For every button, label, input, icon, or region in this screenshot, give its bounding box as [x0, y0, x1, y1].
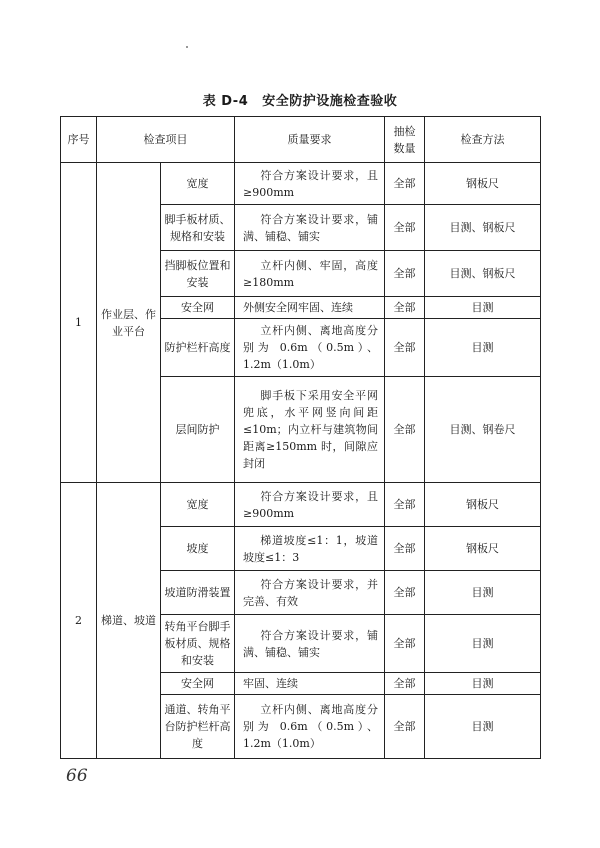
- check-method: 目测: [425, 297, 541, 319]
- sample-qty: 全部: [385, 377, 425, 483]
- check-method: 目测、钢板尺: [425, 251, 541, 297]
- page-number: 66: [66, 766, 88, 786]
- sample-qty: 全部: [385, 163, 425, 205]
- table-title: 安全防护设施检查验收: [262, 94, 398, 109]
- check-method: 目测: [425, 673, 541, 695]
- group-category: 梯道、坡道: [97, 483, 161, 759]
- check-method: 钢板尺: [425, 483, 541, 527]
- requirement: 立杆内侧、牢固，高度≥180mm: [235, 251, 385, 297]
- requirement: 脚手板下采用安全平网兜底，水平网竖向间距≤10m；内立杆与建筑物间距离≥150mm 时，间隙应封闭: [235, 377, 385, 483]
- sample-qty: 全部: [385, 571, 425, 615]
- table-caption: [60, 90, 540, 109]
- sub-item: 安全网: [161, 673, 235, 695]
- sub-item: 转角平台脚手板材质、规格和安装: [161, 615, 235, 673]
- sub-item: 坡度: [161, 527, 235, 571]
- sample-qty: 全部: [385, 527, 425, 571]
- header-sample-qty: 抽检 数量: [385, 117, 425, 163]
- check-method: 钢板尺: [425, 527, 541, 571]
- sample-qty: 全部: [385, 483, 425, 527]
- sub-item: 宽度: [161, 483, 235, 527]
- sample-qty: 全部: [385, 251, 425, 297]
- sub-item: 宽度: [161, 163, 235, 205]
- requirement: 梯道坡度≤1：1，坡道坡度≤1：3: [235, 527, 385, 571]
- table-row: [61, 163, 541, 205]
- sample-qty: 全部: [385, 615, 425, 673]
- group-seq: 1: [61, 163, 97, 483]
- requirement: 符合方案设计要求，且≥900mm: [235, 163, 385, 205]
- check-method: 钢板尺: [425, 163, 541, 205]
- sample-qty: 全部: [385, 319, 425, 377]
- requirement: 立杆内侧、离地高度分别为 0.6m（0.5m）、1.2m（1.0m）: [235, 319, 385, 377]
- sub-item: 防护栏杆高度: [161, 319, 235, 377]
- requirement: 牢固、连续: [235, 673, 385, 695]
- sample-qty: 全部: [385, 205, 425, 251]
- header-method: 检查方法: [425, 117, 541, 163]
- header-seq: 序号: [61, 117, 97, 163]
- table-number: 表 D-4: [202, 94, 249, 109]
- requirement: 符合方案设计要求，铺满、铺稳、铺实: [235, 205, 385, 251]
- group-category: 作业层、作业平台: [97, 163, 161, 483]
- sub-item: 坡道防滑装置: [161, 571, 235, 615]
- requirement: 立杆内侧、离地高度分别为 0.6m（0.5m）、1.2m（1.0m）: [235, 695, 385, 759]
- check-method: 目测: [425, 615, 541, 673]
- header-requirement: 质量要求: [235, 117, 385, 163]
- requirement: 外侧安全网牢固、连续: [235, 297, 385, 319]
- sample-qty: 全部: [385, 297, 425, 319]
- sub-item: 通道、转角平台防护栏杆高度: [161, 695, 235, 759]
- sub-item: 层间防护: [161, 377, 235, 483]
- requirement: 符合方案设计要求，且≥900mm: [235, 483, 385, 527]
- check-method: 目测: [425, 319, 541, 377]
- sub-item: 挡脚板位置和安装: [161, 251, 235, 297]
- inspection-table: [60, 116, 541, 759]
- check-method: 目测、钢卷尺: [425, 377, 541, 483]
- requirement: 符合方案设计要求，并完善、有效: [235, 571, 385, 615]
- check-method: 目测、钢板尺: [425, 205, 541, 251]
- sub-item: 安全网: [161, 297, 235, 319]
- check-method: 目测: [425, 695, 541, 759]
- header-item: 检查项目: [97, 117, 235, 163]
- scan-speck: [186, 46, 188, 48]
- requirement: 符合方案设计要求，铺满、铺稳、铺实: [235, 615, 385, 673]
- table-row: [61, 483, 541, 527]
- sample-qty: 全部: [385, 673, 425, 695]
- sample-qty: 全部: [385, 695, 425, 759]
- check-method: 目测: [425, 571, 541, 615]
- group-seq: 2: [61, 483, 97, 759]
- sub-item: 脚手板材质、规格和安装: [161, 205, 235, 251]
- header-row: [61, 117, 541, 163]
